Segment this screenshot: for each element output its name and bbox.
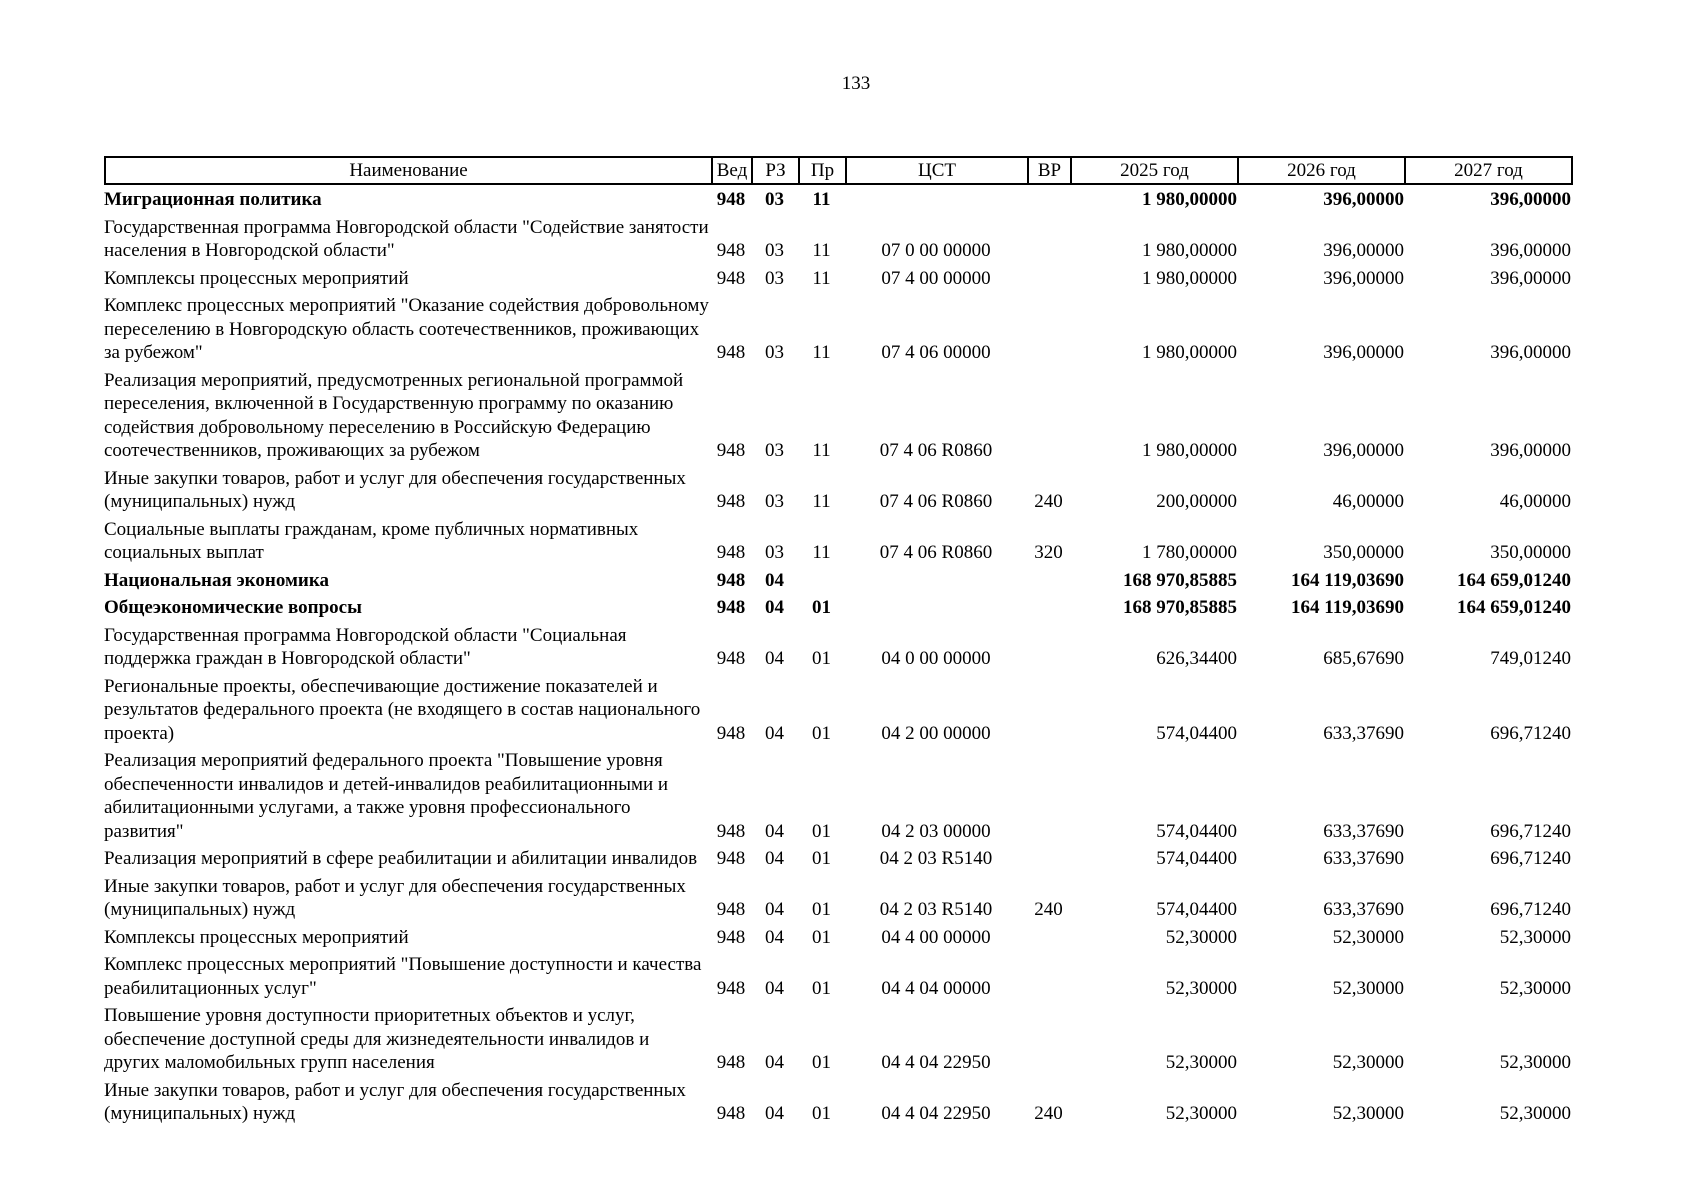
cell-pr: 01 [812, 1052, 831, 1073]
cell-rz: 04 [765, 820, 784, 842]
cell-cst [845, 567, 1027, 595]
cell-2026: 633,37690 [1323, 848, 1404, 869]
cell-ved: 948 [716, 597, 746, 618]
cell-2027: 696,71240 [1490, 899, 1571, 920]
cell-ved: 948 [716, 899, 746, 920]
cell-cst: 07 0 00 00000 [881, 240, 991, 261]
cell-2025: 1 980,00000 [1142, 189, 1237, 210]
column-header-2026: 2026 год [1238, 157, 1405, 184]
cell-cst: 04 0 00 00000 [881, 648, 991, 669]
cell-rz: 03 [765, 267, 784, 289]
page-number: 133 [841, 73, 871, 94]
cell-ved: 948 [716, 1103, 746, 1124]
column-header-vr: ВР [1028, 157, 1071, 184]
cell-vr: 240 [1034, 1103, 1063, 1124]
cell-pr: 01 [812, 648, 831, 669]
cell-2026: 52,30000 [1332, 977, 1404, 999]
cell-2027: 52,30000 [1499, 1103, 1571, 1124]
cell-vr [1027, 951, 1070, 1002]
cell-ved: 948 [716, 240, 746, 261]
cell-vr [1027, 673, 1070, 748]
table-row [104, 673, 1571, 748]
cell-2025: 168 970,85885 [1123, 597, 1237, 618]
cell-2027: 52,30000 [1499, 977, 1571, 999]
cell-name: Национальная экономика [104, 569, 330, 591]
cell-cst: 04 2 03 R5140 [879, 899, 993, 920]
cell-2026: 396,00000 [1323, 240, 1404, 261]
cell-2025: 1 980,00000 [1142, 342, 1237, 363]
cell-2026: 396,00000 [1323, 189, 1404, 210]
cell-2025: 200,00000 [1156, 491, 1237, 512]
cell-vr [1027, 367, 1070, 465]
cell-2026: 52,30000 [1332, 1103, 1404, 1124]
cell-vr: 320 [1034, 542, 1063, 563]
cell-name: Реализация мероприятий в сфере реабилитации и абилитации инвалидов [104, 848, 698, 869]
cell-vr: 240 [1034, 899, 1063, 920]
cell-2027: 396,00000 [1490, 342, 1571, 363]
cell-ved: 948 [716, 189, 746, 210]
cell-rz: 03 [765, 342, 784, 363]
cell-2025: 1 980,00000 [1142, 267, 1237, 289]
cell-2025: 1 980,00000 [1142, 440, 1237, 461]
cell-ved: 948 [716, 267, 746, 289]
cell-2025: 1 780,00000 [1142, 542, 1237, 563]
table-header [104, 156, 1573, 185]
cell-ved: 948 [716, 848, 746, 869]
cell-pr: 01 [812, 899, 831, 920]
cell-ved: 948 [716, 440, 746, 461]
cell-2027: 396,00000 [1490, 189, 1571, 210]
cell-2025: 574,04400 [1156, 848, 1237, 869]
cell-name: Комплекс процессных мероприятий "Повышение доступности и качества реабилитационных услуг" [104, 954, 702, 999]
cell-pr: 01 [812, 722, 831, 744]
cell-vr [1027, 265, 1070, 293]
cell-ved: 948 [716, 342, 746, 363]
cell-vr [1027, 1002, 1070, 1077]
cell-2025: 574,04400 [1156, 820, 1237, 842]
cell-2025: 52,30000 [1165, 1052, 1237, 1073]
cell-rz: 04 [765, 848, 784, 869]
cell-2027: 52,30000 [1499, 1052, 1571, 1073]
cell-ved: 948 [716, 542, 746, 563]
cell-name: Комплекс процессных мероприятий "Оказание содействия добровольному переселению в Новгородскую область соотечественников, проживающих за рубежом" [104, 295, 709, 363]
cell-pr: 01 [812, 1103, 831, 1124]
column-header-cst: ЦСТ [846, 157, 1028, 184]
cell-ved: 948 [716, 926, 746, 948]
cell-2027: 396,00000 [1490, 267, 1571, 289]
table-row [104, 516, 1571, 567]
cell-cst: 07 4 06 00000 [881, 342, 991, 363]
table-row [104, 951, 1571, 1002]
cell-2027: 396,00000 [1490, 240, 1571, 261]
cell-rz: 04 [765, 926, 784, 948]
cell-2027: 696,71240 [1490, 848, 1571, 869]
cell-pr [798, 567, 845, 595]
cell-2027: 696,71240 [1490, 820, 1571, 842]
cell-name: Государственная программа Новгородской области "Содействие занятости населения в Новгородской области" [104, 216, 709, 261]
cell-name: Миграционная политика [104, 189, 322, 210]
cell-vr [1027, 186, 1070, 214]
column-header-rz: РЗ [752, 157, 799, 184]
table-row [104, 265, 1571, 293]
cell-ved: 948 [716, 977, 746, 999]
table-row [104, 465, 1571, 516]
cell-2026: 350,00000 [1323, 542, 1404, 563]
cell-2026: 46,00000 [1332, 491, 1404, 512]
cell-pr: 01 [812, 926, 831, 948]
cell-cst: 07 4 00 00000 [881, 267, 991, 289]
cell-vr: 240 [1034, 491, 1063, 512]
cell-ved: 948 [716, 1052, 746, 1073]
cell-2027: 46,00000 [1499, 491, 1571, 512]
cell-name: Реализация мероприятий федерального проекта "Повышение уровня обеспеченности инвалидов и детей-инвалидов реабилитационными и абилитационными услугами, а также уровня профессионального развития" [104, 750, 669, 842]
cell-name: Иные закупки товаров, работ и услуг для обеспечения государственных (муниципальных) нужд [104, 1079, 686, 1124]
cell-rz: 03 [765, 491, 784, 512]
cell-cst: 04 4 00 00000 [881, 926, 991, 948]
cell-2026: 633,37690 [1323, 820, 1404, 842]
cell-name: Реализация мероприятий, предусмотренных региональной программой переселения, включенной в Государственную программу по оказанию содействия добровольному переселению в Российскую Федерацию соотечественников, проживающих за рубежом [104, 369, 684, 461]
cell-2026: 396,00000 [1323, 342, 1404, 363]
table-row [104, 1077, 1571, 1128]
table-row [104, 924, 1571, 952]
table-row [104, 594, 1571, 622]
cell-rz: 03 [765, 240, 784, 261]
cell-vr [1027, 214, 1070, 265]
table-row [104, 747, 1571, 845]
cell-cst: 07 4 06 R0860 [879, 440, 993, 461]
cell-2025: 574,04400 [1156, 722, 1237, 744]
cell-rz: 04 [765, 597, 784, 618]
cell-cst: 04 2 03 00000 [881, 820, 991, 842]
cell-ved: 948 [716, 648, 746, 669]
cell-pr: 01 [812, 848, 831, 869]
cell-rz: 03 [765, 440, 784, 461]
cell-rz: 03 [765, 189, 784, 210]
cell-rz: 04 [765, 569, 784, 591]
cell-2026: 396,00000 [1323, 267, 1404, 289]
cell-2025: 168 970,85885 [1123, 569, 1237, 591]
table-row [104, 367, 1571, 465]
cell-cst: 07 4 06 R0860 [879, 542, 993, 563]
cell-vr [1027, 292, 1070, 367]
cell-rz: 04 [765, 1052, 784, 1073]
cell-cst: 07 4 06 R0860 [879, 491, 993, 512]
cell-ved: 948 [716, 569, 746, 591]
cell-pr: 11 [812, 491, 831, 512]
cell-rz: 04 [765, 722, 784, 744]
cell-cst: 04 4 04 00000 [881, 977, 991, 999]
cell-pr: 01 [812, 977, 831, 999]
cell-2027: 749,01240 [1490, 648, 1571, 669]
cell-rz: 04 [765, 648, 784, 669]
cell-rz: 04 [765, 899, 784, 920]
cell-cst [845, 594, 1027, 622]
cell-cst: 04 2 03 R5140 [879, 848, 993, 869]
cell-rz: 03 [765, 542, 784, 563]
cell-2026: 633,37690 [1323, 722, 1404, 744]
cell-rz: 04 [765, 1103, 784, 1124]
cell-pr: 01 [812, 820, 831, 842]
cell-2026: 685,67690 [1323, 648, 1404, 669]
cell-cst: 04 2 00 00000 [881, 722, 991, 744]
cell-name: Комплексы процессных мероприятий [104, 926, 409, 948]
cell-pr: 01 [812, 597, 831, 618]
cell-2025: 52,30000 [1165, 926, 1237, 948]
cell-pr: 11 [812, 342, 831, 363]
cell-name: Региональные проекты, обеспечивающие достижение показателей и результатов федерального проекта (не входящего в состав национального проекта) [104, 675, 701, 744]
cell-2025: 52,30000 [1165, 977, 1237, 999]
cell-vr [1027, 622, 1070, 673]
cell-2026: 396,00000 [1323, 440, 1404, 461]
table-row [104, 622, 1571, 673]
cell-ved: 948 [716, 491, 746, 512]
cell-pr: 11 [812, 189, 831, 210]
cell-cst: 04 4 04 22950 [881, 1052, 991, 1073]
cell-name: Комплексы процессных мероприятий [104, 267, 409, 289]
column-header-ved: Вед [712, 157, 752, 184]
table-row [104, 292, 1571, 367]
cell-pr: 11 [812, 267, 831, 289]
cell-name: Социальные выплаты гражданам, кроме публичных нормативных социальных выплат [104, 518, 639, 563]
table-row [104, 1002, 1571, 1077]
table-row [104, 845, 1571, 873]
cell-name: Повышение уровня доступности приоритетных объектов и услуг, обеспечение доступной среды для жизнедеятельности инвалидов и других маломобильных групп населения [104, 1005, 650, 1073]
budget-table [104, 186, 1571, 1128]
cell-2026: 164 119,03690 [1291, 597, 1404, 618]
cell-vr [1027, 567, 1070, 595]
cell-2025: 626,34400 [1156, 648, 1237, 669]
cell-2027: 350,00000 [1490, 542, 1571, 563]
cell-vr [1027, 747, 1070, 845]
cell-vr [1027, 924, 1070, 952]
column-header-2025: 2025 год [1071, 157, 1238, 184]
cell-2027: 396,00000 [1490, 440, 1571, 461]
cell-2027: 52,30000 [1499, 926, 1571, 948]
cell-rz: 04 [765, 977, 784, 999]
cell-name: Государственная программа Новгородской области "Социальная поддержка граждан в Новгородской области" [104, 624, 627, 669]
column-header-2027: 2027 год [1405, 157, 1572, 184]
cell-name: Общеэкономические вопросы [104, 597, 362, 618]
cell-2027: 164 659,01240 [1457, 597, 1571, 618]
cell-2026: 52,30000 [1332, 1052, 1404, 1073]
cell-pr: 11 [812, 240, 831, 261]
cell-ved: 948 [716, 722, 746, 744]
table-body [104, 186, 1571, 1128]
cell-name: Иные закупки товаров, работ и услуг для обеспечения государственных (муниципальных) нужд [104, 875, 686, 920]
table-row [104, 567, 1571, 595]
cell-2027: 164 659,01240 [1457, 569, 1571, 591]
cell-vr [1027, 845, 1070, 873]
cell-2027: 696,71240 [1490, 722, 1571, 744]
cell-2025: 574,04400 [1156, 899, 1237, 920]
cell-2026: 633,37690 [1323, 899, 1404, 920]
cell-cst [845, 186, 1027, 214]
cell-2025: 1 980,00000 [1142, 240, 1237, 261]
cell-2026: 52,30000 [1332, 926, 1404, 948]
cell-pr: 11 [812, 542, 831, 563]
column-header-name: Наименование [105, 157, 712, 184]
cell-name: Иные закупки товаров, работ и услуг для обеспечения государственных (муниципальных) нужд [104, 467, 686, 512]
table-row [104, 186, 1571, 214]
cell-2026: 164 119,03690 [1291, 569, 1404, 591]
column-header-pr: Пр [799, 157, 846, 184]
cell-cst: 04 4 04 22950 [881, 1103, 991, 1124]
table-row [104, 873, 1571, 924]
cell-vr [1027, 594, 1070, 622]
cell-2025: 52,30000 [1165, 1103, 1237, 1124]
table-row [104, 214, 1571, 265]
cell-ved: 948 [716, 820, 746, 842]
cell-pr: 11 [812, 440, 831, 461]
